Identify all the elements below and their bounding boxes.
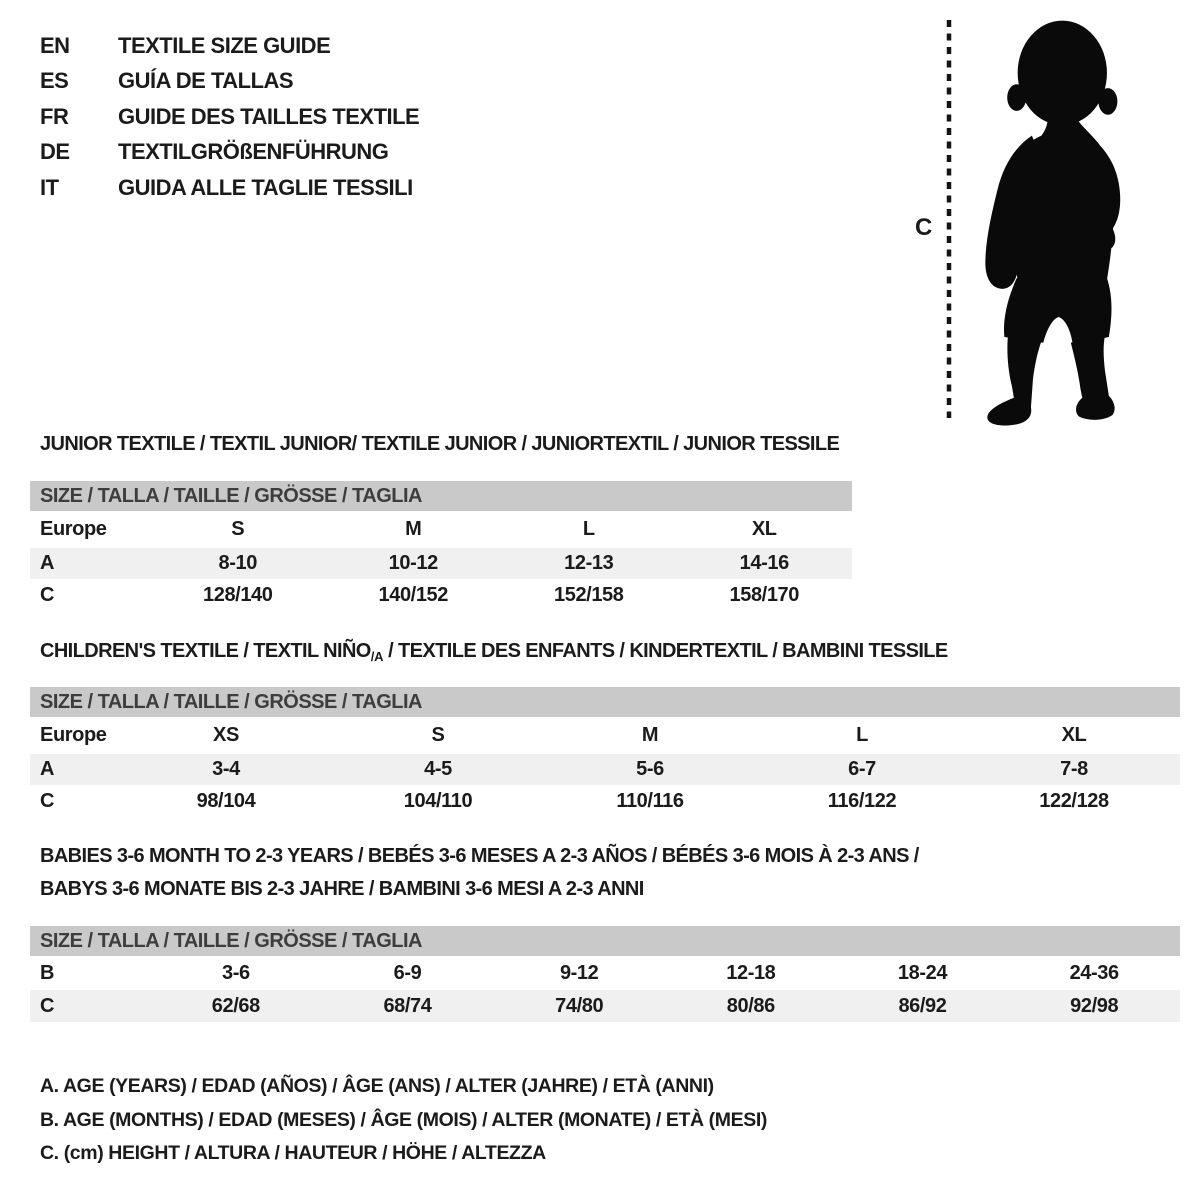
table-cell: 74/80: [555, 994, 604, 1017]
table-cell: 110/116: [616, 789, 684, 812]
table-cell: 4-5: [424, 758, 452, 780]
measurement-figure: [903, 12, 1161, 426]
list-item: [40, 99, 419, 135]
table-cell: C: [40, 789, 55, 812]
table-cell: 6-9: [393, 961, 422, 984]
table-cell: 3-4: [212, 758, 240, 780]
table-cell: Europe: [40, 518, 107, 540]
table-cell: 10-12: [388, 552, 438, 574]
table-cell: 5-6: [636, 758, 664, 780]
table-row: [30, 754, 1180, 785]
children-title-post: / TEXTILE DES ENFANTS / KINDERTEXTIL / BAMBINI TESSILE: [383, 640, 948, 662]
table-cell: 140/152: [378, 583, 448, 606]
table-cell: 128/140: [203, 583, 273, 606]
guide-title: TEXTILGRÖßENFÜHRUNG: [118, 139, 389, 165]
table-cell: L: [582, 518, 595, 540]
table-cell: A: [40, 552, 55, 574]
table-cell: XL: [1061, 724, 1087, 746]
table-cell: S: [431, 724, 445, 746]
table-cell: M: [405, 518, 422, 540]
babies-section-title: [40, 840, 919, 906]
legend-line-b: B. AGE (MONTHS) / EDAD (MESES) / ÂGE (MOIS) / ALTER (MONATE) / ETÀ (MESI): [40, 1108, 767, 1131]
children-section-title: [40, 640, 948, 664]
table-cell: L: [856, 724, 868, 746]
table-row: [30, 717, 1180, 754]
table-row: [30, 956, 1180, 990]
babies-title-line2: BABYS 3-6 MONATE BIS 2-3 JAHRE / BAMBINI 3-6 MESI A 2-3 ANNI: [40, 878, 644, 900]
list-item: [40, 64, 419, 100]
table-cell: 12-13: [564, 552, 614, 574]
list-item: [40, 135, 419, 171]
children-title-subscript: /A: [370, 649, 384, 664]
language-code: DE: [40, 139, 70, 165]
table-cell: C: [40, 583, 55, 606]
table-cell: XL: [751, 518, 777, 540]
table-cell: 68/74: [383, 994, 432, 1017]
table-cell: 24-36: [1069, 961, 1119, 984]
height-measure-label: C: [915, 214, 933, 241]
children-title-pre: CHILDREN'S TEXTILE / TEXTIL NIÑO: [40, 640, 371, 662]
table-row: [30, 548, 852, 579]
list-item: [40, 170, 419, 206]
child-silhouette: [903, 12, 1161, 426]
table-cell: 7-8: [1060, 758, 1088, 780]
guide-title: GUÍA DE TALLAS: [118, 68, 294, 94]
table-cell: 104/110: [403, 789, 473, 812]
table-row: [30, 511, 852, 548]
measurement-legend: [40, 1070, 767, 1171]
language-code: IT: [40, 174, 59, 200]
table-cell: A: [40, 758, 55, 780]
table-cell: 9-12: [559, 961, 599, 984]
table-cell: 6-7: [848, 758, 876, 780]
list-item: [40, 28, 419, 64]
legend-line-c: C. (cm) HEIGHT / ALTURA / HAUTEUR / HÖHE / ALTEZZA: [40, 1142, 546, 1164]
table-cell: 158/170: [729, 583, 799, 606]
table-cell: 18-24: [897, 961, 948, 984]
table-cell: 152/158: [554, 583, 624, 606]
table-cell: B: [40, 961, 55, 984]
table-header-size: SIZE / TALLA / TAILLE / GRÖSSE / TAGLIA: [30, 687, 1180, 717]
legend-line-a: A. AGE (YEARS) / EDAD (AÑOS) / ÂGE (ANS) / ALTER (JAHRE) / ETÀ (ANNI): [40, 1075, 714, 1097]
table-cell: 86/92: [898, 994, 947, 1017]
table-cell: 116/122: [827, 789, 897, 812]
table-cell: 8-10: [218, 552, 257, 574]
table-cell: 3-6: [221, 961, 250, 984]
guide-title: GUIDA ALLE TAGLIE TESSILI: [118, 174, 413, 200]
language-code: ES: [40, 68, 69, 94]
table-row: [30, 785, 1180, 817]
table-header-size: SIZE / TALLA / TAILLE / GRÖSSE / TAGLIA: [30, 926, 1180, 956]
table-row: [30, 579, 852, 611]
guide-title: GUIDE DES TAILLES TEXTILE: [118, 103, 420, 129]
junior-section-title: JUNIOR TEXTILE / TEXTIL JUNIOR/ TEXTILE JUNIOR / JUNIORTEXTIL / JUNIOR TESSILE: [40, 433, 840, 455]
babies-size-table: [30, 926, 1180, 1022]
table-cell: 80/86: [726, 994, 775, 1017]
language-code: FR: [40, 103, 69, 129]
table-cell: 98/104: [196, 789, 256, 812]
table-cell: C: [40, 994, 55, 1017]
table-cell: Europe: [40, 724, 107, 746]
table-row: [30, 990, 1180, 1022]
table-cell: 62/68: [211, 994, 260, 1017]
table-cell: 122/128: [1039, 789, 1109, 812]
table-cell: XS: [213, 724, 239, 746]
children-size-table: [30, 687, 1180, 817]
table-cell: 14-16: [739, 552, 789, 574]
table-cell: S: [231, 518, 245, 540]
table-header-size: SIZE / TALLA / TAILLE / GRÖSSE / TAGLIA: [30, 481, 852, 511]
junior-size-table: [30, 481, 852, 611]
language-code: EN: [40, 32, 70, 58]
language-title-list: [40, 28, 419, 206]
babies-title-line1: BABIES 3-6 MONTH TO 2-3 YEARS / BEBÉS 3-6 MESES A 2-3 AÑOS / BÉBÉS 3-6 MOIS À 2-3 ANS /: [40, 845, 919, 867]
table-cell: 92/98: [1070, 994, 1119, 1017]
table-cell: M: [641, 724, 659, 746]
table-cell: 12-18: [726, 961, 776, 984]
guide-title: TEXTILE SIZE GUIDE: [118, 32, 331, 58]
